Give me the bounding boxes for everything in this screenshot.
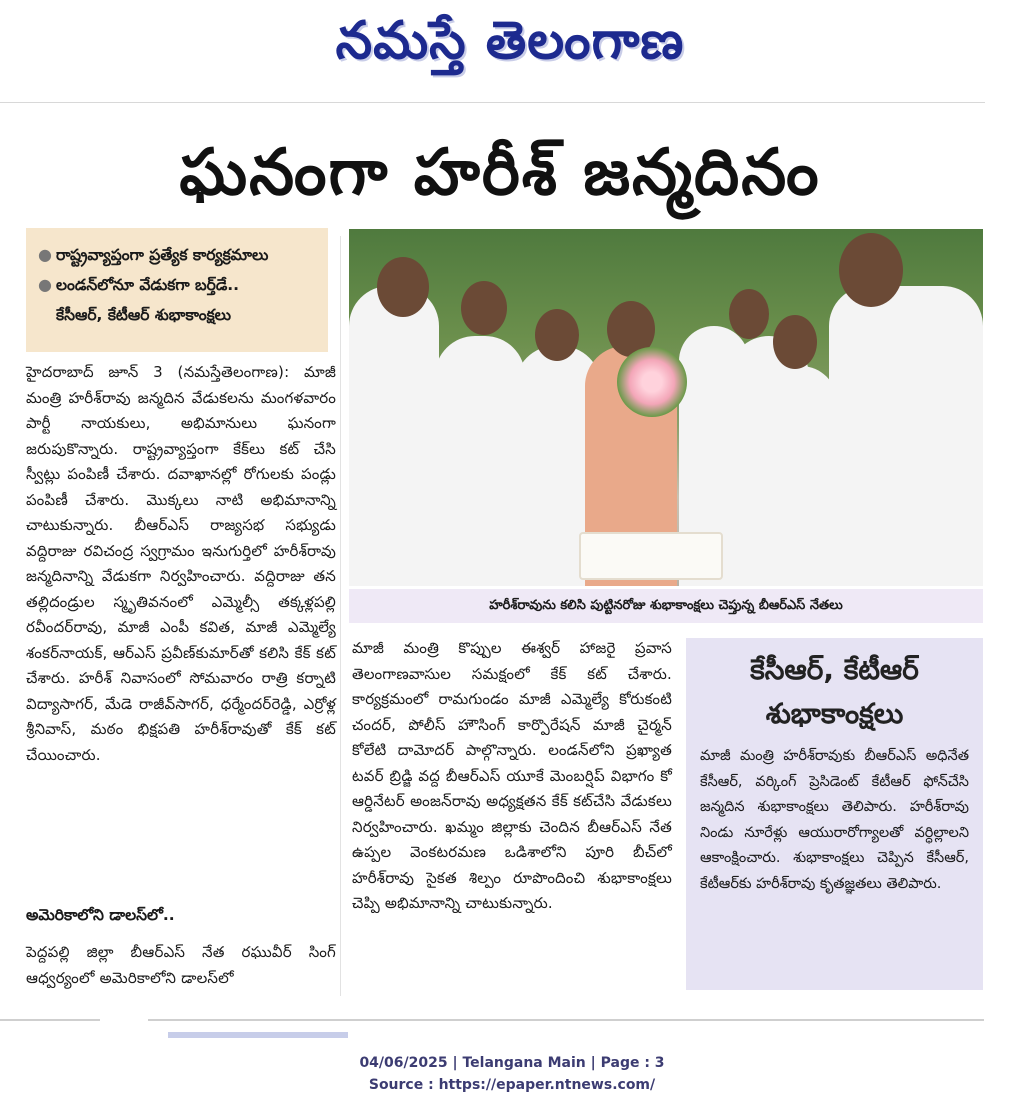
photo-caption: హరీశ్‌రావును కలిసి పుట్టినరోజు శుభాకాంక్షలు చెప్తున్న బీఆర్‌ఎస్ నేతలు xyxy=(349,589,983,623)
photo-figure-head xyxy=(839,233,903,307)
next-article-bar xyxy=(168,1032,348,1038)
photo-figure-head xyxy=(729,289,769,339)
paragraph: మాజీ మంత్రి కొప్పుల ఈశ్వర్ హాజరై ప్రవాస తెలంగాణవాసుల సమక్షంలో కేక్ కట్ చేశారు. కార్యక్రమంలో రామగుండం మాజీ ఎమ్మెల్యే కోరుకంటి చందర్, పోలీస్ హౌసింగ్ కార్పొరేషన్ మాజీ చైర్మన్ కోలేటి దామోదర్ పాల్గొన్నారు. లండన్‌లోని ప్రఖ్యాత టవర్ బ్రిడ్జి వద్ద బీఆర్‌ఎస్ యూకే మెంబర్షిప్ విభాగం కో ఆర్డినేటర్ అంజన్‌రావు అధ్యక్షతన కేక్ కట్‌చేసి వేడుకలు నిర్వహించారు. ఖమ్మం జిల్లాకు చెందిన బీఆర్‌ఎస్ నేత ఉప్పల వెంకటరమణ ఒడిశాలోని పూరి బీచ్‌లో హరీశ్‌రావు సైకత శిల్పం రూపొందించి శుభాకాంక్షలు చెప్పి అభిమానాన్ని చాటుకున్నారు. xyxy=(352,639,672,912)
page-divider xyxy=(148,1019,984,1021)
photo-figure xyxy=(435,336,525,586)
article-photo xyxy=(349,229,983,586)
page-footer xyxy=(0,1052,1024,1096)
bullet-icon: ● xyxy=(38,245,52,264)
photo-figure xyxy=(829,286,983,586)
photo-figure-head xyxy=(535,309,579,361)
highlight-text: లండన్‌లోనూ వేడుకగా బర్త్‌డే.. xyxy=(56,276,240,294)
sidebar-title: కేసీఆర్, కేటీఆర్ xyxy=(750,653,919,686)
bouquet xyxy=(617,347,687,417)
highlight-item xyxy=(36,300,318,330)
sidebar-title: శుభాకాంక్షలు xyxy=(765,697,904,730)
sidebar-box xyxy=(686,638,983,990)
paragraph: హైదరాబాద్ జూన్ 3 (నమస్తేతెలంగాణ): మాజీ మంత్రి హరీశ్‌రావు జన్మదిన వేడుకలను మంగళవారం పార్టీ నాయకులు, అభిమానులు ఘనంగా జరుపుకొన్నారు. రాష్ట్రవ్యాప్తంగా కేక్‌లు కట్ చేసి స్వీట్లు పంపిణీ చేశారు. దవాఖానల్లో రోగులకు పండ్లు పంపిణీ చేశారు. మొక్కలు నాటి అభిమానాన్ని చాటుకున్నారు. బీఆర్‌ఎస్ రాజ్యసభ సభ్యుడు వద్దిరాజు రవిచంద్ర స్వగ్రామం ఇనుగుర్తిలో హరీశ్‌రావు జన్మదినాన్ని వేడుకగా నిర్వహించారు. వద్దిరాజు తన తల్లిదండ్రుల స్మృతివనంలో ఎమ్మెల్సీ తక్కళ్లపల్లి రవీందర్‌రావు, మాజీ ఎంపీ కవిత, మాజీ ఎమ్మెల్యే శంకర్‌నాయక్, ఆర్‌ఎస్ ప్రవీణ్‌కుమార్‌తో కలిసి కేక్ కట్ చేశారు. హరీశ్ నివాసంలో సోమవారం రాత్రి కర్నాటి విద్యాసాగర్, మేడె రాజీవ్‌సాగర్, ధర్మేందర్‌రెడ్డి, ఎర్రోళ్ల శ్రీనివాస్, మఠం భిక్షపతి హరీశ్‌రావుతో కేక్ కట్ చేయించారు. xyxy=(26,363,336,764)
article-headline: ఘనంగా హరీశ్ జన్మదినం xyxy=(179,136,821,210)
highlight-text: రాష్ట్రవ్యాప్తంగా ప్రత్యేక కార్యక్రమాలు xyxy=(56,246,269,264)
photo-figure-head xyxy=(773,315,817,369)
bullet-icon: ● xyxy=(38,275,52,294)
paragraph: పెద్దపల్లి జిల్లా బీఆర్‌ఎస్ నేత రఘువీర్ సింగ్ ఆధ్వర్యంలో అమెరికాలోని డాలస్‌లో xyxy=(26,943,336,987)
section-subhead: అమెరికాలోని డాలస్‌లో.. xyxy=(26,906,175,924)
photo-figure-head xyxy=(461,281,507,335)
masthead-divider xyxy=(0,102,985,103)
masthead-logo: నమస్తే తెలంగాణ xyxy=(335,10,685,71)
column-divider xyxy=(340,236,341,996)
photo-figure xyxy=(765,366,837,586)
highlight-item xyxy=(36,270,318,300)
footer-date-line: 04/06/2025 | Telangana Main | Page : 3 xyxy=(359,1055,665,1071)
photo-figure xyxy=(349,286,439,586)
article-body-col2 xyxy=(352,636,672,917)
article-body-col1-cont xyxy=(26,940,336,991)
highlights-box xyxy=(26,228,328,352)
page-divider xyxy=(0,1019,100,1021)
footer-source-link[interactable]: Source : https://epaper.ntnews.com/ xyxy=(368,1077,656,1093)
highlight-item xyxy=(36,240,318,270)
highlight-text: కేసీఆర్, కేటీఆర్ శుభాకాంక్షలు xyxy=(56,306,232,324)
cake xyxy=(579,532,723,580)
article-body-col1 xyxy=(26,360,336,768)
photo-figure-head xyxy=(377,257,429,317)
sidebar-text: మాజీ మంత్రి హరీశ్‌రావుకు బీఆర్‌ఎస్ అధినేత కేసీఆర్, వర్కింగ్ ప్రెసిడెంట్ కేటీఆర్ ఫోన్‌చేసి జన్మదిన శుభాకాంక్షలు తెలిపారు. హరీశ్‌రావు నిండు నూరేళ్లు ఆయురారోగ్యాలతో వర్ధిల్లాలని ఆకాంక్షించారు. శుభాకాంక్షలు చెప్పిన కేసీఆర్, కేటీఆర్‌కు హరీశ్‌రావు కృతజ్ఞతలు తెలిపారు. xyxy=(700,748,969,892)
